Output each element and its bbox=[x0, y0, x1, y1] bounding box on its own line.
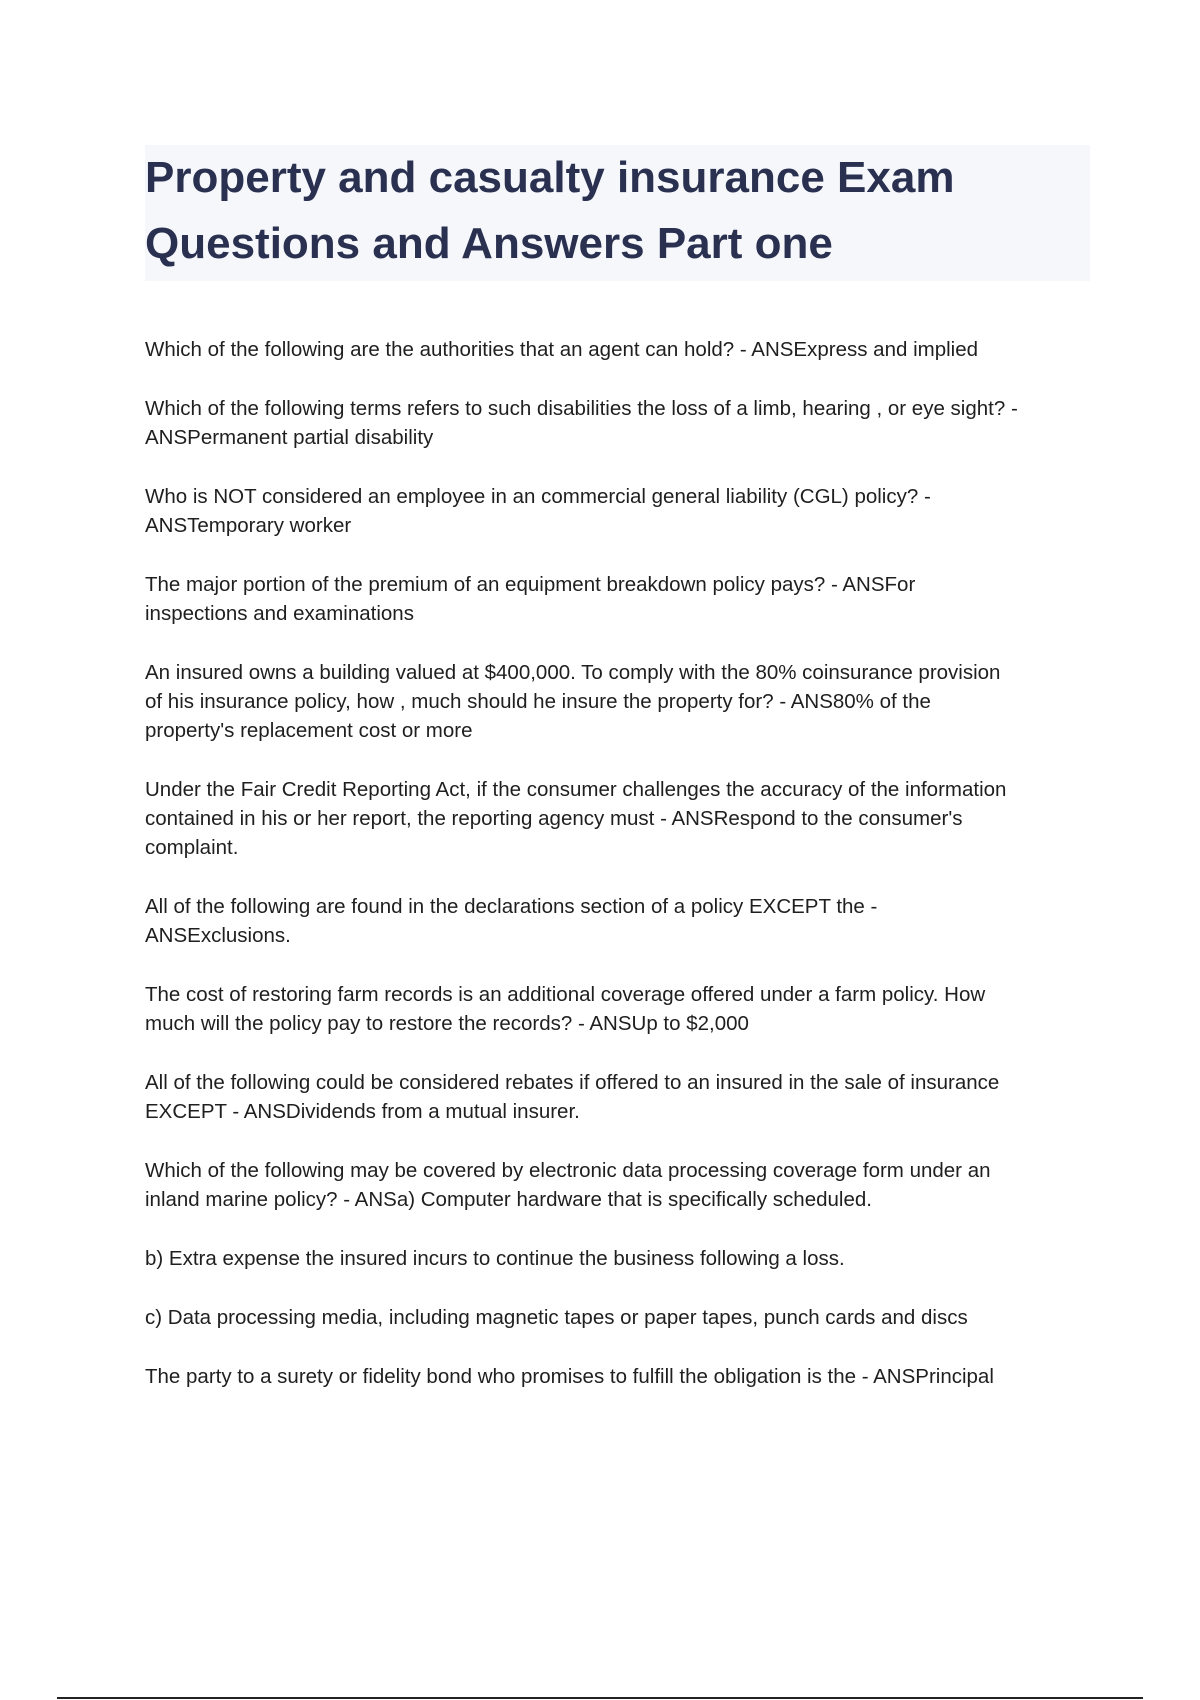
footer-divider bbox=[57, 1697, 1143, 1699]
qa-line: Which of the following terms refers to such disabilities the loss of a limb, hearing , or eye sight? - bbox=[145, 397, 1018, 420]
qa-line: property's replacement cost or more bbox=[145, 719, 473, 742]
qa-line: Which of the following may be covered by electronic data processing coverage form under an bbox=[145, 1159, 991, 1182]
qa-item bbox=[145, 1156, 1095, 1214]
qa-line: complaint. bbox=[145, 836, 239, 859]
qa-item bbox=[145, 1303, 1095, 1332]
qa-line: b) Extra expense the insured incurs to continue the business following a loss. bbox=[145, 1247, 845, 1270]
qa-item bbox=[145, 658, 1095, 745]
qa-line: ANSPermanent partial disability bbox=[145, 426, 434, 449]
qa-item bbox=[145, 394, 1095, 452]
title-line-2: Questions and Answers Part one bbox=[145, 219, 833, 268]
qa-line: The party to a surety or fidelity bond who promises to fulfill the obligation is the - ANSPrincipal bbox=[145, 1365, 994, 1388]
qa-line: inspections and examinations bbox=[145, 602, 414, 625]
qa-item bbox=[145, 892, 1095, 950]
qa-line: Who is NOT considered an employee in an commercial general liability (CGL) policy? - bbox=[145, 485, 931, 508]
qa-line: EXCEPT - ANSDividends from a mutual insurer. bbox=[145, 1100, 580, 1123]
qa-item bbox=[145, 980, 1095, 1038]
title-block bbox=[145, 145, 1090, 281]
qa-line: of his insurance policy, how , much should he insure the property for? - ANS80% of the bbox=[145, 690, 931, 713]
qa-line: inland marine policy? - ANSa) Computer hardware that is specifically scheduled. bbox=[145, 1188, 872, 1211]
qa-line: An insured owns a building valued at $400,000. To comply with the 80% coinsurance provision bbox=[145, 661, 1001, 684]
qa-line: ANSTemporary worker bbox=[145, 514, 352, 537]
qa-line: The major portion of the premium of an equipment breakdown policy pays? - ANSFor bbox=[145, 573, 916, 596]
qa-item bbox=[145, 482, 1095, 540]
qa-line: All of the following are found in the declarations section of a policy EXCEPT the - bbox=[145, 895, 878, 918]
qa-item bbox=[145, 1068, 1095, 1126]
qa-line: contained in his or her report, the reporting agency must - ANSRespond to the consumer's bbox=[145, 807, 963, 830]
qa-line: The cost of restoring farm records is an additional coverage offered under a farm policy. How bbox=[145, 983, 986, 1006]
qa-line: ANSExclusions. bbox=[145, 924, 291, 947]
qa-item bbox=[145, 1362, 1095, 1391]
qa-item bbox=[145, 775, 1095, 862]
qa-item bbox=[145, 335, 1095, 364]
qa-item bbox=[145, 1244, 1095, 1273]
qa-line: much will the policy pay to restore the records? - ANSUp to $2,000 bbox=[145, 1012, 749, 1035]
qa-item bbox=[145, 570, 1095, 628]
title-line-1: Property and casualty insurance Exam bbox=[145, 153, 955, 202]
qa-list bbox=[145, 335, 1095, 1421]
qa-line: Under the Fair Credit Reporting Act, if the consumer challenges the accuracy of the information bbox=[145, 778, 1007, 801]
qa-line: Which of the following are the authorities that an agent can hold? - ANSExpress and implied bbox=[145, 338, 979, 361]
qa-line: c) Data processing media, including magnetic tapes or paper tapes, punch cards and discs bbox=[145, 1306, 968, 1329]
qa-line: All of the following could be considered rebates if offered to an insured in the sale of insurance bbox=[145, 1071, 1000, 1094]
